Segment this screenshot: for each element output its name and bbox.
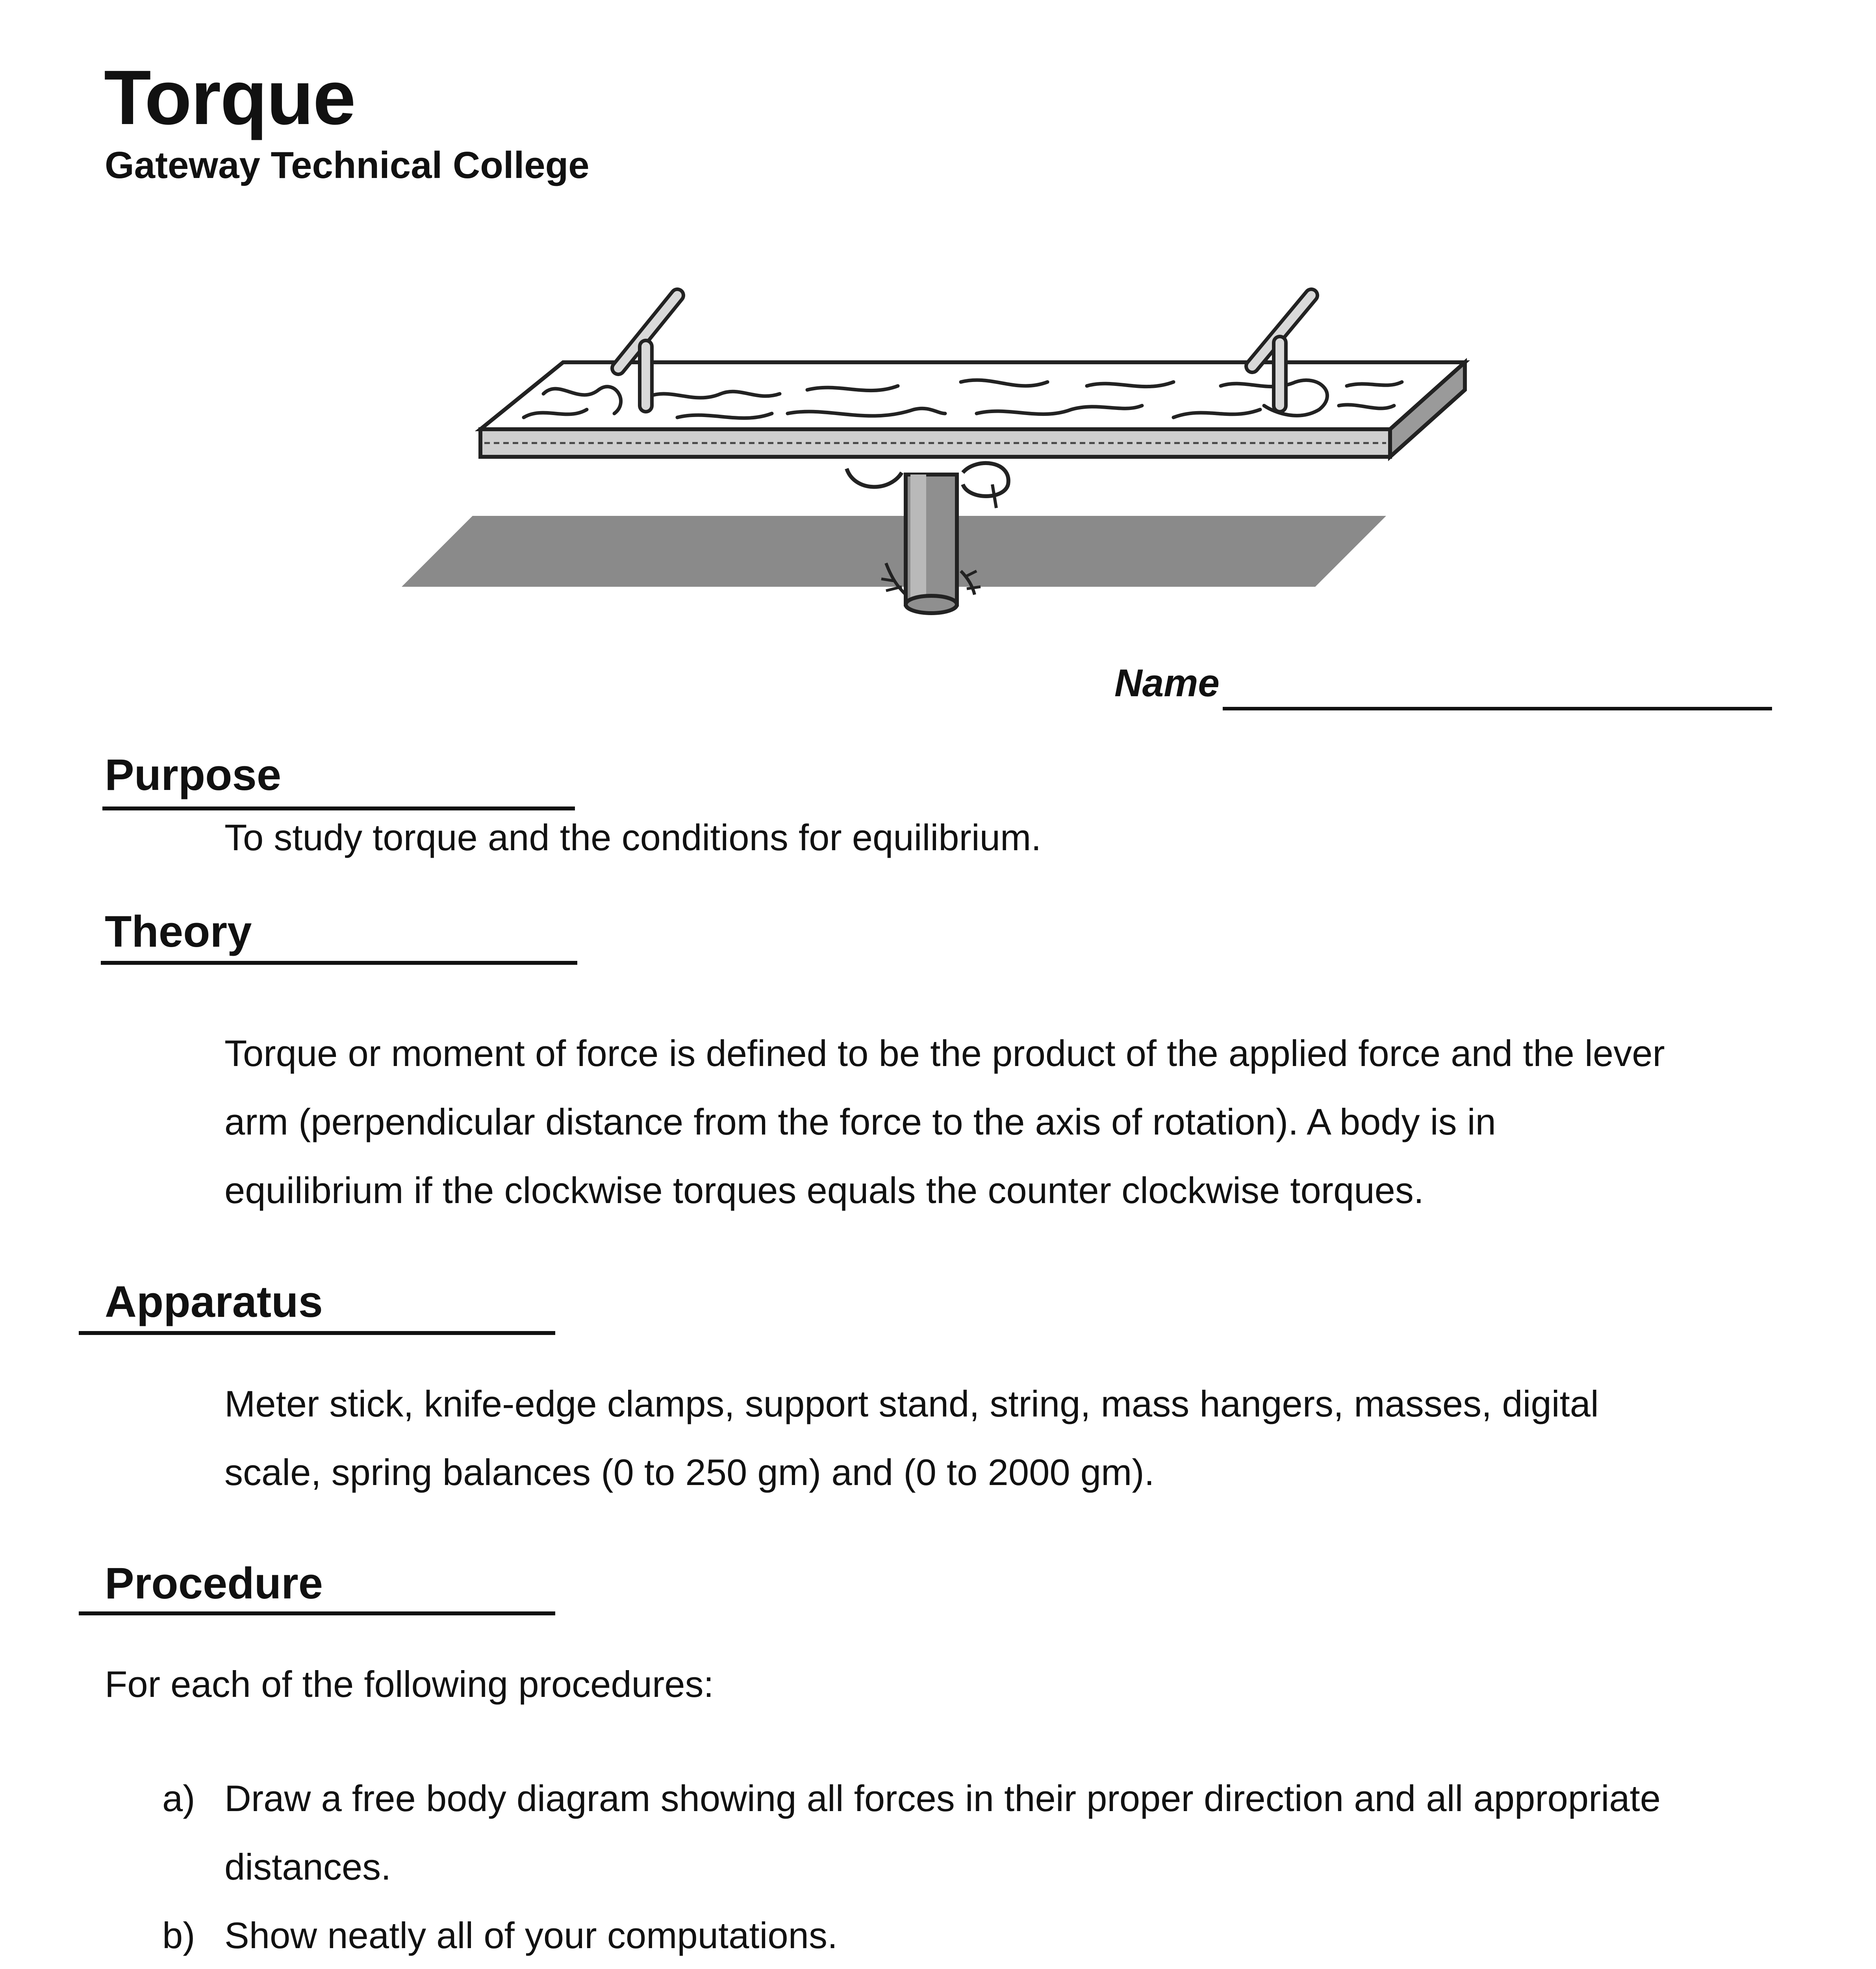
- procedure-rule: [79, 1611, 555, 1615]
- theory-heading: Theory: [105, 907, 252, 956]
- institution-name: Gateway Technical College: [105, 144, 589, 186]
- apparatus-line: scale, spring balances (0 to 250 gm) and (0 to 2000 gm).: [224, 1452, 1155, 1493]
- list-item: [224, 1901, 1792, 1969]
- theory-line: Torque or moment of force is defined to be the product of the applied force and the lever: [224, 1033, 1665, 1074]
- apparatus-rule: [79, 1331, 555, 1335]
- theory-line: equilibrium if the clockwise torques equals the counter clockwise torques.: [224, 1170, 1424, 1211]
- apparatus-paragraph: [224, 1370, 1792, 1507]
- ground-shadow: [402, 516, 1386, 587]
- purpose-text: To study torque and the conditions for equilibrium.: [224, 817, 1042, 858]
- theory-paragraph: [224, 1019, 1792, 1225]
- purpose-heading: Purpose: [105, 750, 282, 799]
- list-marker: a): [162, 1778, 195, 1819]
- procedure-intro: For each of the following procedures:: [105, 1663, 714, 1705]
- list-item: [224, 1764, 1792, 1901]
- apparatus-heading: Apparatus: [105, 1277, 323, 1326]
- name-label: Name: [1114, 661, 1220, 705]
- list-item-line: Draw a free body diagram showing all forces in their proper direction and all appropriate: [224, 1778, 1661, 1819]
- theory-rule: [101, 961, 577, 965]
- board-top: [480, 362, 1465, 429]
- name-input-line[interactable]: [1223, 707, 1772, 710]
- apparatus-line: Meter stick, knife-edge clamps, support stand, string, mass hangers, masses, digital: [224, 1383, 1599, 1424]
- seesaw-illustration: [394, 287, 1473, 626]
- list-item-line: Show neatly all of your computations.: [224, 1915, 838, 1956]
- list-marker: b): [162, 1915, 195, 1956]
- theory-line: arm (perpendicular distance from the force to the axis of rotation). A body is in: [224, 1101, 1496, 1142]
- procedure-heading: Procedure: [105, 1559, 323, 1608]
- list-item-line: distances.: [224, 1846, 391, 1887]
- page-title: Torque: [104, 54, 355, 141]
